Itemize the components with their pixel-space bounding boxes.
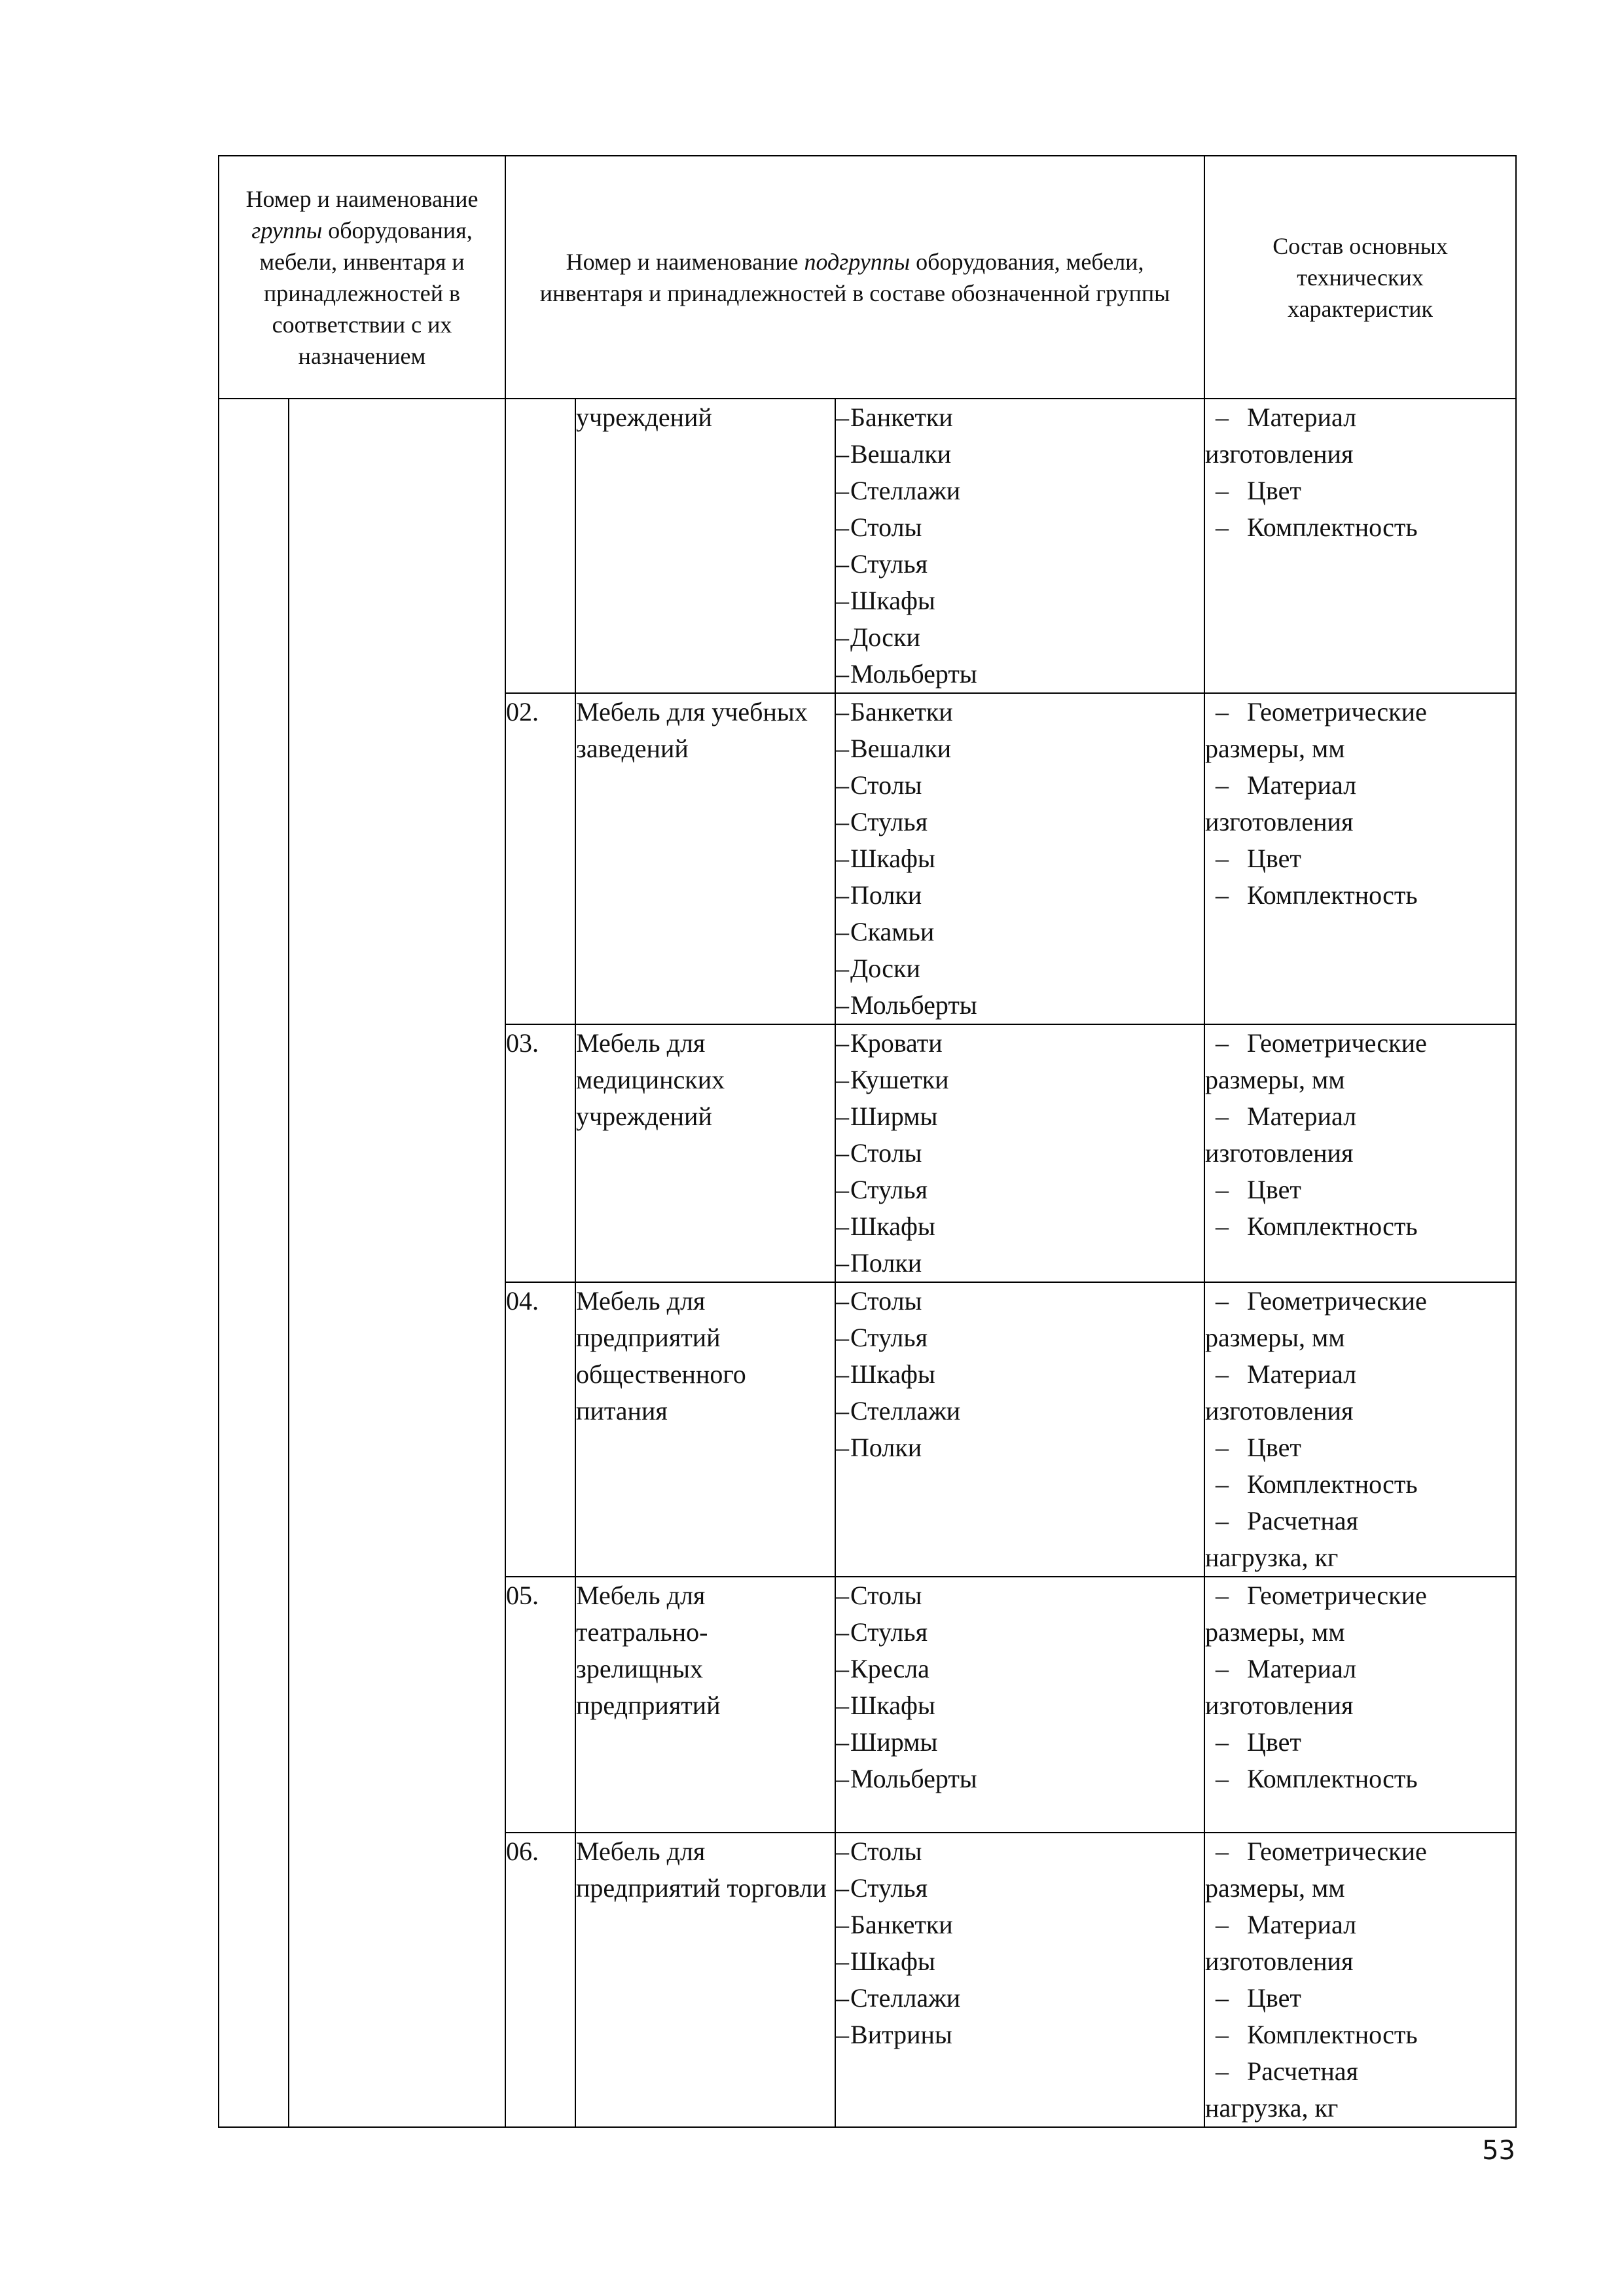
dash-bullet: –	[1216, 1433, 1229, 1462]
page-number: 53	[1482, 2136, 1515, 2166]
characteristic-text: Цвет	[1247, 476, 1301, 505]
dash-bullet: –	[836, 1654, 850, 1683]
characteristic-line	[1205, 804, 1515, 840]
characteristic-line	[1205, 2090, 1515, 2126]
list-item	[836, 509, 1204, 546]
item-text: Мольберты	[850, 990, 977, 1020]
list-item	[836, 877, 1204, 914]
item-text: Столы	[850, 512, 922, 542]
characteristic-text: изготовления	[1205, 1946, 1354, 1976]
list-item	[836, 1943, 1204, 1980]
characteristic-text: Расчетная	[1247, 1506, 1358, 1535]
characteristic-line	[1205, 1687, 1515, 1724]
characteristic-line	[1205, 1907, 1515, 1943]
item-text: Столы	[850, 1286, 922, 1316]
dash-bullet: –	[836, 403, 850, 432]
characteristic-text: изготовления	[1205, 807, 1354, 836]
item-text: Кушетки	[850, 1065, 949, 1094]
list-item	[836, 546, 1204, 583]
list-item	[836, 619, 1204, 656]
subgroup-items	[835, 1833, 1204, 2127]
dash-bullet: –	[836, 954, 850, 983]
equipment-classification-table	[218, 155, 1517, 2128]
characteristic-line	[1205, 1025, 1515, 1062]
dash-bullet: –	[836, 1946, 850, 1976]
item-text: Кресла	[850, 1654, 929, 1683]
dash-bullet: –	[836, 807, 850, 836]
list-item	[836, 730, 1204, 767]
table-body	[219, 399, 1516, 2127]
characteristic-line	[1205, 1319, 1515, 1356]
item-text: Столы	[850, 1581, 922, 1610]
dash-bullet: –	[836, 1138, 850, 1168]
list-item	[836, 656, 1204, 692]
characteristic-text: изготовления	[1205, 1396, 1354, 1426]
list-item	[836, 1393, 1204, 1429]
characteristic-line	[1205, 1943, 1515, 1980]
characteristic-line	[1205, 730, 1515, 767]
characteristic-line	[1205, 436, 1515, 473]
subgroup-items	[835, 693, 1204, 1024]
subgroup-column-header	[505, 156, 1204, 399]
characteristic-text: размеры, мм	[1205, 1065, 1345, 1094]
item-text: Ширмы	[850, 1102, 938, 1131]
list-item	[836, 1319, 1204, 1356]
characteristic-line	[1205, 2017, 1515, 2053]
item-text: Столы	[850, 1138, 922, 1168]
dash-bullet: –	[836, 1727, 850, 1757]
list-item	[836, 1429, 1204, 1466]
dash-bullet: –	[836, 476, 850, 505]
subgroup-number: 04.	[505, 1282, 575, 1577]
group-number-cell	[219, 399, 289, 2127]
characteristic-line	[1205, 1393, 1515, 1429]
characteristic-text: размеры, мм	[1205, 1873, 1345, 1903]
characteristic-line	[1205, 1208, 1515, 1245]
item-text: Полки	[850, 1433, 922, 1462]
characteristic-line	[1205, 399, 1515, 436]
item-text: Полки	[850, 880, 922, 910]
list-item	[836, 1907, 1204, 1943]
characteristic-line	[1205, 1870, 1515, 1907]
dash-bullet: –	[1216, 2020, 1229, 2049]
item-text: Стеллажи	[850, 476, 961, 505]
dash-bullet: –	[1216, 1359, 1229, 1389]
characteristic-line	[1205, 767, 1515, 804]
dash-bullet: –	[836, 2020, 850, 2049]
dash-bullet: –	[836, 1764, 850, 1793]
dash-bullet: –	[1216, 1102, 1229, 1131]
list-item	[836, 1870, 1204, 1907]
characteristic-text: Комплектность	[1247, 1764, 1418, 1793]
header-text: оборудования, мебели, инвентаря и принадлежностей в составе обозначенной группы	[539, 248, 1170, 306]
dash-bullet: –	[1216, 403, 1229, 432]
characteristic-text: размеры, мм	[1205, 1617, 1345, 1647]
item-text: Банкетки	[850, 697, 953, 726]
characteristic-text: Материал	[1247, 1654, 1357, 1683]
item-text: Ширмы	[850, 1727, 938, 1757]
dash-bullet: –	[1216, 1028, 1229, 1058]
list-item	[836, 950, 1204, 987]
characteristic-text: Материал	[1247, 770, 1357, 800]
dash-bullet: –	[836, 770, 850, 800]
dash-bullet: –	[836, 1359, 850, 1389]
table-row	[219, 399, 1516, 693]
list-item	[836, 694, 1204, 730]
dash-bullet: –	[1216, 1175, 1229, 1204]
subgroup-items	[835, 1282, 1204, 1577]
subgroup-number: 02.	[505, 693, 575, 1024]
subgroup-name: Мебель для медицинских учреждений	[575, 1024, 835, 1282]
characteristic-text: нагрузка, кг	[1205, 1543, 1339, 1572]
item-text: Шкафы	[850, 586, 935, 615]
dash-bullet: –	[1216, 844, 1229, 873]
characteristic-text: Комплектность	[1247, 1211, 1418, 1241]
item-text: Стулья	[850, 807, 928, 836]
item-text: Вешалки	[850, 439, 952, 469]
characteristic-text: Цвет	[1247, 1433, 1301, 1462]
list-item	[836, 767, 1204, 804]
subgroup-name: Мебель для учебных заведений	[575, 693, 835, 1024]
item-text: Вешалки	[850, 734, 952, 763]
item-text: Шкафы	[850, 1211, 935, 1241]
dash-bullet: –	[836, 549, 850, 579]
dash-bullet: –	[836, 1175, 850, 1204]
list-item	[836, 804, 1204, 840]
dash-bullet: –	[836, 1065, 850, 1094]
dash-bullet: –	[836, 1396, 850, 1426]
subgroup-number: 03.	[505, 1024, 575, 1282]
dash-bullet: –	[836, 659, 850, 689]
characteristic-line	[1205, 1833, 1515, 1870]
list-item	[836, 473, 1204, 509]
item-text: Стулья	[850, 1175, 928, 1204]
list-item	[836, 1761, 1204, 1797]
item-text: Стеллажи	[850, 1396, 961, 1426]
item-text: Скамьи	[850, 917, 935, 946]
dash-bullet: –	[836, 1102, 850, 1131]
dash-bullet: –	[836, 1873, 850, 1903]
characteristic-text: размеры, мм	[1205, 734, 1345, 763]
characteristic-text: Цвет	[1247, 1983, 1301, 2013]
list-item	[836, 1687, 1204, 1724]
characteristic-line	[1205, 1356, 1515, 1393]
subgroup-items	[835, 1024, 1204, 1282]
dash-bullet: –	[836, 1323, 850, 1352]
subgroup-items	[835, 1577, 1204, 1833]
item-text: Витрины	[850, 2020, 952, 2049]
list-item	[836, 1245, 1204, 1282]
header-text: оборудования, мебели, инвентаря и принадлежностей в соответствии с их назначением	[259, 217, 473, 369]
item-text: Шкафы	[850, 1946, 935, 1976]
characteristics	[1204, 693, 1516, 1024]
dash-bullet: –	[1216, 1211, 1229, 1241]
item-text: Столы	[850, 770, 922, 800]
characteristics	[1204, 1282, 1516, 1577]
item-text: Шкафы	[850, 1691, 935, 1720]
item-text: Банкетки	[850, 403, 953, 432]
list-item	[836, 1980, 1204, 2017]
item-text: Банкетки	[850, 1910, 953, 1939]
characteristic-text: Геометрические	[1247, 1028, 1427, 1058]
dash-bullet: –	[1216, 1983, 1229, 2013]
dash-bullet: –	[836, 1028, 850, 1058]
characteristic-text: Геометрические	[1247, 1837, 1427, 1866]
list-item	[836, 1724, 1204, 1761]
subgroup-number: 05.	[505, 1577, 575, 1833]
table-header-row	[219, 156, 1516, 399]
characteristic-text: Геометрические	[1247, 697, 1427, 726]
item-text: Кровати	[850, 1028, 943, 1058]
characteristic-text: нагрузка, кг	[1205, 2093, 1339, 2123]
characteristic-line	[1205, 1724, 1515, 1761]
list-item	[836, 1283, 1204, 1319]
characteristic-line	[1205, 1651, 1515, 1687]
dash-bullet: –	[1216, 697, 1229, 726]
characteristic-text: Материал	[1247, 1359, 1357, 1389]
characteristic-text: Цвет	[1247, 844, 1301, 873]
dash-bullet: –	[1216, 1764, 1229, 1793]
list-item	[836, 1172, 1204, 1208]
list-item	[836, 1208, 1204, 1245]
dash-bullet: –	[836, 917, 850, 946]
characteristic-line	[1205, 2053, 1515, 2090]
characteristic-text: Комплектность	[1247, 2020, 1418, 2049]
dash-bullet: –	[1216, 1654, 1229, 1683]
list-item	[836, 399, 1204, 436]
characteristic-line	[1205, 1539, 1515, 1576]
subgroup-number	[505, 399, 575, 693]
list-item	[836, 1356, 1204, 1393]
dash-bullet: –	[1216, 880, 1229, 910]
characteristic-text: Геометрические	[1247, 1581, 1427, 1610]
list-item	[836, 1135, 1204, 1172]
item-text: Стеллажи	[850, 1983, 961, 2013]
header-emphasis: подгруппы	[804, 248, 911, 275]
dash-bullet: –	[836, 1286, 850, 1316]
dash-bullet: –	[836, 586, 850, 615]
list-item	[836, 583, 1204, 619]
subgroup-name: Мебель для предприятий общественного питания	[575, 1282, 835, 1577]
characteristic-line	[1205, 877, 1515, 914]
list-item	[836, 987, 1204, 1024]
dash-bullet: –	[1216, 770, 1229, 800]
dash-bullet: –	[836, 1581, 850, 1610]
dash-bullet: –	[1216, 1581, 1229, 1610]
dash-bullet: –	[1216, 1910, 1229, 1939]
item-text: Стулья	[850, 1323, 928, 1352]
item-text: Стулья	[850, 1873, 928, 1903]
subgroup-name: Мебель для театрально-зрелищных предприятий	[575, 1577, 835, 1833]
characteristics	[1204, 1833, 1516, 2127]
characteristic-text: Цвет	[1247, 1727, 1301, 1757]
item-text: Шкафы	[850, 844, 935, 873]
subgroup-number: 06.	[505, 1833, 575, 2127]
item-text: Стулья	[850, 1617, 928, 1647]
characteristic-line	[1205, 473, 1515, 509]
list-item	[836, 436, 1204, 473]
item-text: Доски	[850, 622, 920, 652]
characteristic-line	[1205, 1098, 1515, 1135]
characteristic-line	[1205, 1614, 1515, 1651]
characteristic-line	[1205, 509, 1515, 546]
list-item	[836, 1025, 1204, 1062]
dash-bullet: –	[836, 1910, 850, 1939]
item-text: Мольберты	[850, 1764, 977, 1793]
list-item	[836, 2017, 1204, 2053]
characteristic-text: Расчетная	[1247, 2056, 1358, 2086]
characteristic-line	[1205, 840, 1515, 877]
list-item	[836, 1098, 1204, 1135]
characteristics	[1204, 1577, 1516, 1833]
dash-bullet: –	[836, 1211, 850, 1241]
dash-bullet: –	[836, 622, 850, 652]
characteristic-text: изготовления	[1205, 1691, 1354, 1720]
dash-bullet: –	[836, 844, 850, 873]
dash-bullet: –	[1216, 476, 1229, 505]
group-name-cell	[289, 399, 505, 2127]
item-text: Доски	[850, 954, 920, 983]
dash-bullet: –	[1216, 512, 1229, 542]
subgroup-items	[835, 399, 1204, 693]
characteristic-text: Геометрические	[1247, 1286, 1427, 1316]
item-text: Столы	[850, 1837, 922, 1866]
dash-bullet: –	[1216, 2056, 1229, 2086]
item-text: Полки	[850, 1248, 922, 1278]
dash-bullet: –	[836, 1433, 850, 1462]
dash-bullet: –	[836, 1837, 850, 1866]
characteristic-line	[1205, 1577, 1515, 1614]
subgroup-name: учреждений	[575, 399, 835, 693]
dash-bullet: –	[836, 512, 850, 542]
dash-bullet: –	[1216, 1727, 1229, 1757]
characteristic-line	[1205, 694, 1515, 730]
characteristic-line	[1205, 1062, 1515, 1098]
dash-bullet: –	[836, 1983, 850, 2013]
dash-bullet: –	[836, 880, 850, 910]
dash-bullet: –	[1216, 1837, 1229, 1866]
dash-bullet: –	[836, 439, 850, 469]
dash-bullet: –	[836, 697, 850, 726]
dash-bullet: –	[836, 1617, 850, 1647]
characteristic-line	[1205, 1429, 1515, 1466]
characteristic-text: Комплектность	[1247, 512, 1418, 542]
item-text: Мольберты	[850, 659, 977, 689]
characteristic-line	[1205, 1466, 1515, 1503]
characteristic-line	[1205, 1761, 1515, 1797]
characteristic-line	[1205, 1980, 1515, 2017]
characteristic-line	[1205, 1283, 1515, 1319]
header-emphasis: группы	[251, 217, 323, 243]
list-item	[836, 1062, 1204, 1098]
item-text: Шкафы	[850, 1359, 935, 1389]
list-item	[836, 1833, 1204, 1870]
characteristic-text: изготовления	[1205, 1138, 1354, 1168]
characteristic-text: Материал	[1247, 1102, 1357, 1131]
header-text: Номер и наименование	[566, 248, 804, 275]
characteristics	[1204, 399, 1516, 693]
characteristic-text: размеры, мм	[1205, 1323, 1345, 1352]
characteristic-text: Цвет	[1247, 1175, 1301, 1204]
list-item	[836, 1577, 1204, 1614]
dash-bullet: –	[836, 1691, 850, 1720]
characteristic-line	[1205, 1172, 1515, 1208]
list-item	[836, 914, 1204, 950]
characteristic-text: Материал	[1247, 1910, 1357, 1939]
characteristic-text: изготовления	[1205, 439, 1354, 469]
list-item	[836, 1614, 1204, 1651]
characteristic-line	[1205, 1503, 1515, 1539]
header-text: Номер и наименование	[245, 185, 478, 212]
list-item	[836, 1651, 1204, 1687]
group-column-header	[219, 156, 505, 399]
characteristic-text: Комплектность	[1247, 880, 1418, 910]
dash-bullet: –	[836, 990, 850, 1020]
characteristics-column-header: Состав основных технических характеристик	[1204, 156, 1516, 399]
characteristic-text: Комплектность	[1247, 1469, 1418, 1499]
subgroup-name: Мебель для предприятий торговли	[575, 1833, 835, 2127]
characteristic-line	[1205, 1135, 1515, 1172]
dash-bullet: –	[1216, 1286, 1229, 1316]
characteristic-text: Материал	[1247, 403, 1357, 432]
list-item	[836, 840, 1204, 877]
characteristics	[1204, 1024, 1516, 1282]
dash-bullet: –	[836, 734, 850, 763]
item-text: Стулья	[850, 549, 928, 579]
dash-bullet: –	[836, 1248, 850, 1278]
dash-bullet: –	[1216, 1469, 1229, 1499]
dash-bullet: –	[1216, 1506, 1229, 1535]
